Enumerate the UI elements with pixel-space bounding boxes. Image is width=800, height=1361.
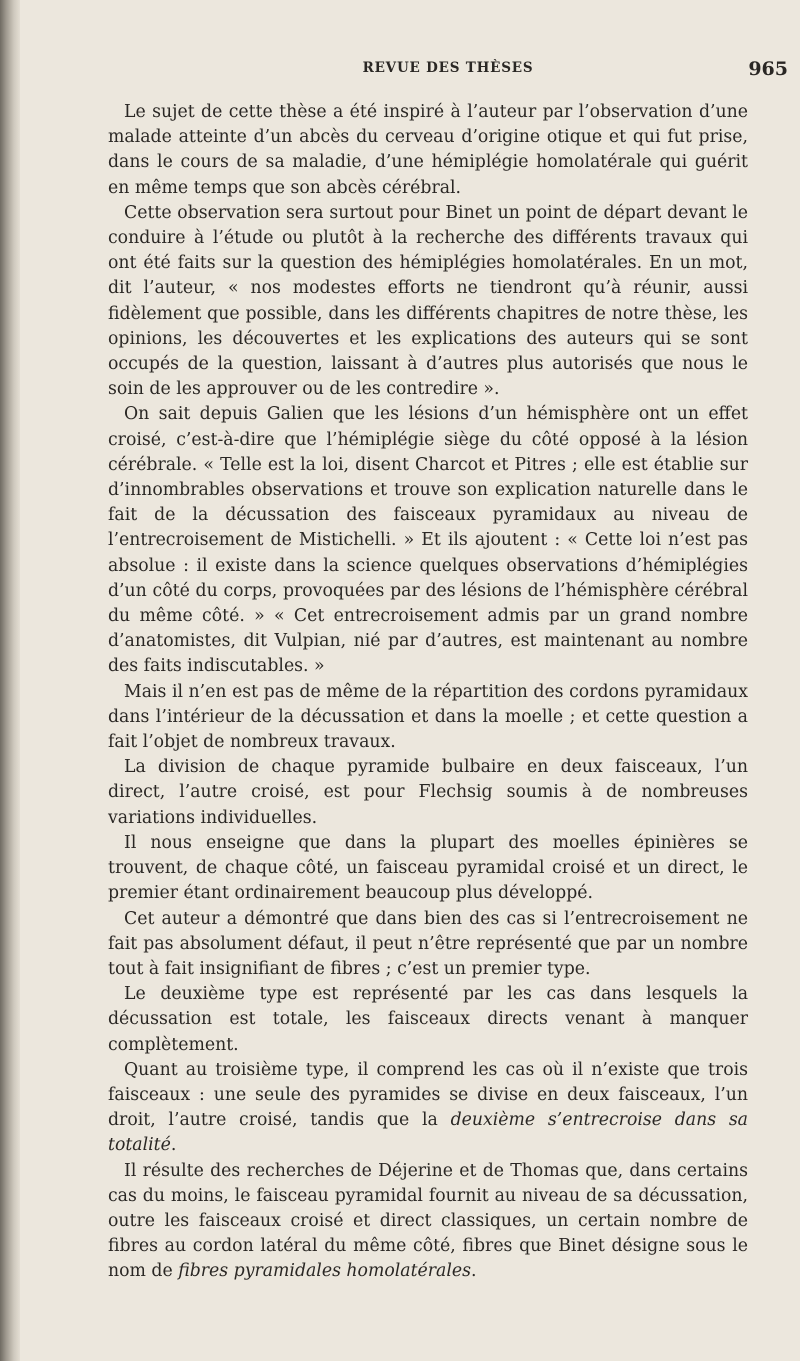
paragraph-1: Le sujet de cette thèse a été inspiré à l’auteur par l’observation d’une malade atteinte d’un abcès du cerveau d’origine otique et qui fut prise, dans le cours de sa maladie, d’une hémiplégie homolatérale qui guérit en même temps que son abcès cérébral.	[108, 102, 748, 198]
paragraph-3: On sait depuis Galien que les lésions d’un hémisphère ont un effet croisé, c’est-à-dire que l’hémiplégie siège du côté opposé à la lésion cérébrale. « Telle est la loi, disent Charcot et Pitres ; elle est établie sur d’innombrables observations et trouve son explication naturelle dans le fait de la décussation des faisceaux pyramidaux au niveau de l’entrecroisement de Mistichelli. » Et ils ajoutent : « Cette loi n’est pas absolue : il existe dans la science quelques observations d’hémiplégies d’un côté du corps, provoquées par des lésions de l’hémisphère cérébral du même côté. » « Cet entrecroisement admis par un grand nombre d’anatomistes, dit Vulpian, nié par d’autres, est maintenant au nombre des faits indiscutables. »	[108, 404, 748, 677]
paragraph-10-end: .	[470, 1261, 477, 1282]
paragraph-9-end: .	[170, 1135, 177, 1156]
paragraph-10	[108, 1159, 748, 1285]
book-page	[20, 0, 800, 1361]
paragraph-6: Il nous enseigne que dans la plupart des moelles épinières se trouvent, de chaque côté, un faisceau pyramidal croisé et un direct, le premier étant ordinairement beaucoup plus développé.	[108, 832, 748, 904]
paragraph-9-text: Quant au troisième type, il comprend les cas où il n’existe que trois faisceaux : une seule des pyramides se divise en deux faisceaux, l’un droit, l’autre croisé, tandis que la	[108, 1059, 748, 1131]
paragraph-4: Mais il n’en est pas de même de la répartition des cordons pyramidaux dans l’intérieur de la décussation et dans la moelle ; et cette question a fait l’objet de nombreux travaux.	[108, 681, 748, 753]
page-header	[108, 60, 788, 82]
paragraph-10-emphasis: fibres pyramidales homolatérales	[178, 1261, 471, 1282]
paragraph-2: Cette observation sera surtout pour Binet un point de départ devant le conduire à l’étude ou plutôt à la recherche des différents travaux qui ont été faits sur la question des hémiplégies homolatérales. En un mot, dit l’auteur, « nos modestes efforts ne tiendront qu’à réunir, aussi fidèlement que possible, dans les différents chapitres de notre thèse, les opinions, les découvertes et les explications des auteurs qui se sont occupés de la question, laissant à d’autres plus autorisés que nous le soin de les approuver ou de les contredire ».	[108, 202, 748, 400]
running-head: REVUE DES THÈSES	[362, 60, 534, 76]
paragraph-8: Le deuxième type est représenté par les cas dans lesquels la décussation est totale, les faisceaux directs venant à manquer complètement.	[108, 984, 748, 1055]
paragraph-5: La division de chaque pyramide bulbaire en deux faisceaux, l’un direct, l’autre croisé, est pour Flechsig soumis à de nombreuses variations individuelles.	[108, 757, 748, 828]
paragraph-10-text: Il résulte des recherches de Déjerine et de Thomas que, dans certains cas du moins, le faisceau pyramidal fournit au niveau de sa décussation, outre les faisceaux croisé et direct classiques, un certain nombre de fibres au cordon latéral du même côté, fibres que Binet désigne sous le nom de	[108, 1160, 748, 1282]
paragraph-9	[108, 1058, 748, 1159]
body-text	[108, 100, 748, 1285]
paragraph-9-emphasis: deuxième s’entrecroise dans sa totalité	[108, 1110, 748, 1156]
book-binding-shadow	[0, 0, 20, 1361]
page-number: 965	[748, 58, 788, 80]
paragraph-7: Cet auteur a démontré que dans bien des cas si l’entrecroisement ne fait pas absolument défaut, il peut n’être représenté que par un nombre tout à fait insignifiant de fibres ; c’est un premier type.	[108, 908, 748, 979]
